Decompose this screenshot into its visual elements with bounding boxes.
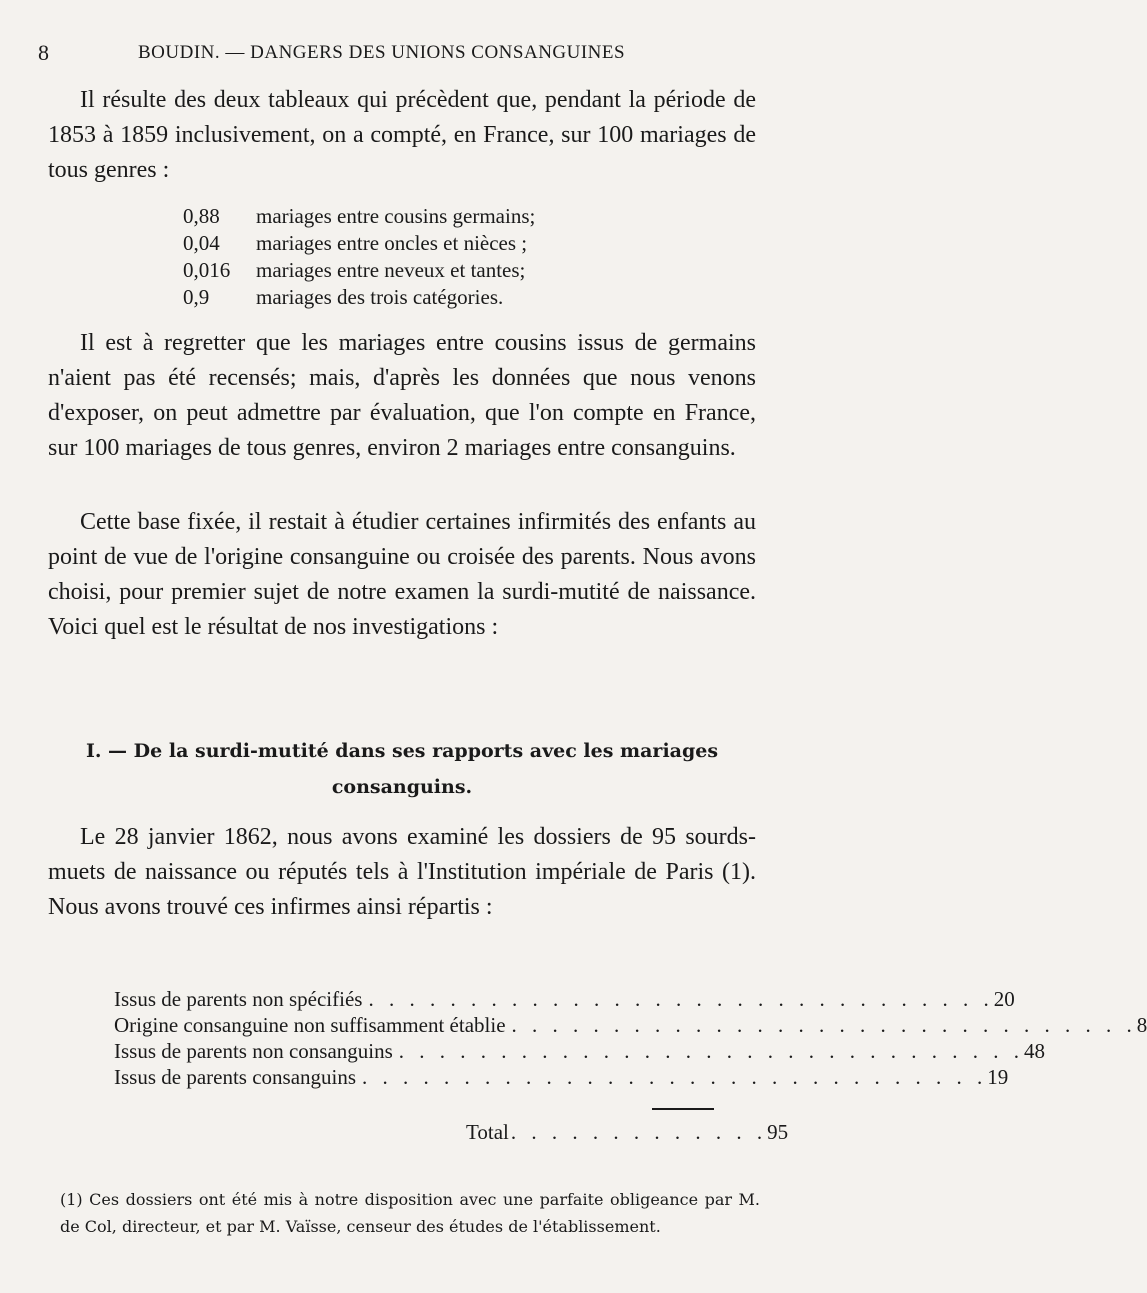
distribution-label: Issus de parents non spécifiés (114, 987, 363, 1011)
running-title: BOUDIN. — DANGERS DES UNIONS CONSANGUINES (138, 42, 626, 63)
paragraph-1: Il résulte des deux tableaux qui précèdent que, pendant la période de 1853 à 1859 inclusivement, on a compté, en France, sur 100 mariages de tous genres : (48, 87, 756, 183)
ratio-label: mariages des trois catégories. (256, 285, 504, 309)
ratio-value: 0,88 (183, 204, 220, 228)
running-header (38, 40, 760, 70)
distribution-count: 20 (993, 987, 1015, 1011)
ratio-label: mariages entre oncles et nièces ; (256, 231, 528, 255)
ratio-row (183, 203, 535, 230)
ratio-row (183, 284, 535, 311)
total-count: 95 (767, 1120, 789, 1144)
ratio-value: 0,016 (183, 258, 231, 282)
total-rule (652, 1108, 714, 1110)
distribution-count: 48 (1024, 1039, 1046, 1063)
distribution-label: Issus de parents non consanguins (114, 1039, 393, 1063)
ratio-row (183, 257, 535, 284)
ratio-value: 0,04 (183, 231, 220, 255)
ratio-value: 0,9 (183, 285, 210, 309)
leader-dots: . . . . . . . . . . . . . . . . . . . . . . . . . . . . . . . (511, 1013, 1137, 1037)
paragraph-3: Cette base fixée, il restait à étudier certaines infirmités des enfants au point de vue de l'origine consanguine ou croisée des parents. Nous avons choisi, pour premier sujet de notre examen la surdi-mutité de naissance. Voici quel est le résultat de nos investigations : (48, 509, 756, 640)
distribution-count: 19 (987, 1065, 1009, 1089)
footnote: (1) Ces dossiers ont été mis à notre disposition avec une parfaite obligeance par M. de Col, directeur, et par M. Vaïsse, censeur des études de l'établissement. (60, 1190, 760, 1236)
list-item (114, 1064, 1009, 1090)
paragraph-4: Le 28 janvier 1862, nous avons examiné les dossiers de 95 sourds-muets de naissance ou réputés tels à l'Institution impériale de Paris (1). Nous avons trouvé ces infirmes ainsi répartis : (48, 824, 756, 920)
list-item (114, 1012, 1147, 1038)
distribution-label: Origine consanguine non suffisamment établie (114, 1013, 506, 1037)
distribution-list (114, 986, 1147, 1090)
leader-dots: . . . . . . . . . . . . . (510, 1120, 768, 1144)
section-title: I. — De la surdi-mutité dans ses rapports avec les mariages consanguins. (85, 740, 719, 798)
distribution-count: 8 (1136, 1013, 1147, 1037)
total-label: Total (466, 1120, 509, 1144)
paragraph-2: Il est à regretter que les mariages entre cousins issus de germains n'aient pas été recensés; mais, d'après les données que nous venons d'exposer, on peut admettre par évaluation, que l'on compte en France, sur 100 mariages de tous genres, environ 2 mariages entre consanguins. (48, 330, 756, 461)
page-number: 8 (38, 40, 50, 65)
total-row (466, 1120, 789, 1145)
ratio-row (183, 230, 535, 257)
leader-dots: . . . . . . . . . . . . . . . . . . . . . . . . . . . . . . . (398, 1039, 1025, 1063)
leader-dots: . . . . . . . . . . . . . . . . . . . . . . . . . . . . . . . (362, 1065, 988, 1089)
distribution-label: Issus de parents consanguins (114, 1065, 357, 1089)
list-item (114, 1038, 1046, 1064)
list-item (114, 986, 1015, 1012)
ratio-label: mariages entre neveux et tantes; (256, 258, 526, 282)
ratio-list (183, 203, 535, 311)
leader-dots: . . . . . . . . . . . . . . . . . . . . . . . . . . . . . . . (368, 987, 994, 1011)
ratio-label: mariages entre cousins germains; (256, 204, 536, 228)
